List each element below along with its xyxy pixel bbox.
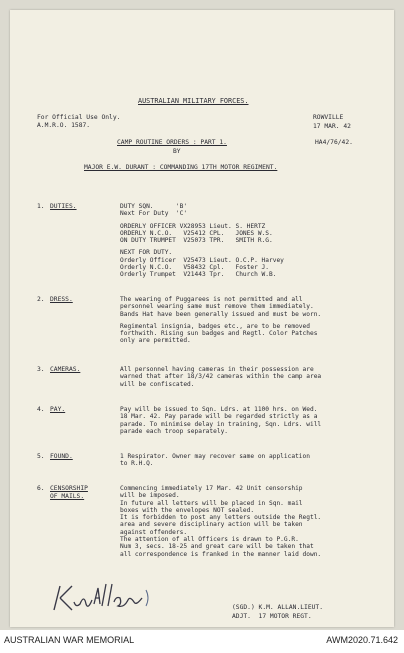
signature-name: (SGD.) K.M. ALLAN.LIEUT. — [232, 604, 323, 611]
official-use-label: For Official Use Only. — [37, 114, 121, 121]
section-line: will be confiscated. — [120, 380, 195, 388]
section-line: personnel wearing same must remove them immediately. — [120, 303, 314, 311]
document-date: 17 MAR. 42 — [313, 123, 351, 130]
section-number: 3. — [37, 366, 45, 373]
amro-reference: A.M.R.O. 1587. — [37, 122, 91, 129]
section-line: only are permitted. — [120, 337, 191, 345]
section-line: all correspondence is franked in the manner laid down. — [120, 550, 322, 558]
section-body — [120, 453, 310, 468]
archive-name: AUSTRALIAN WAR MEMORIAL — [4, 635, 135, 645]
handwritten-signature — [50, 580, 160, 616]
section-body — [120, 296, 321, 345]
section-body — [120, 366, 321, 388]
section-line: The wearing of Puggarees is not permitted and all — [120, 296, 303, 303]
archive-footer — [0, 630, 404, 653]
section-number: 6. — [37, 485, 45, 492]
section-line: Regimental insignia, badges etc., are to be removed — [120, 322, 310, 330]
section-line: It is forbidden to post any letters outside the Regtl. — [120, 514, 322, 522]
signature-title: ADJT. 17 MOTOR REGT. — [232, 613, 312, 620]
section-line: In future all letters will be placed in Sqn. mail — [120, 499, 303, 507]
file-reference: HA4/76/42. — [315, 139, 353, 146]
section-line: ORDERLY OFFICER VX28953 Lieut. S. HERTZ — [120, 222, 266, 230]
section-line: forthwith. Rising sun badges and Regtl. Color Patches — [120, 330, 318, 338]
section-heading: CAMERAS. — [50, 366, 81, 373]
section-line: Orderly N.C.O. V58432 Cpl. Foster J. — [120, 264, 270, 272]
section-body — [120, 203, 284, 279]
document-title: AUSTRALIAN MILITARY FORCES. — [138, 97, 249, 105]
section-heading: FOUND. — [50, 453, 73, 460]
section-line: Pay will be issued to Sqn. Ldrs. at 1100 hrs. on Wed. — [120, 406, 318, 413]
section-line: NEXT FOR DUTY. — [120, 249, 173, 257]
section-line: Orderly Officer V25473 Lieut. O.C.P. Harvey — [120, 256, 284, 264]
orders-title: CAMP ROUTINE ORDERS : PART 1. — [117, 139, 227, 146]
section-line: Num 3, secs. 18-25 and great care will be taken that — [120, 543, 314, 551]
section-line: area and severe disciplinary action will be taken — [120, 521, 303, 529]
section-heading: PAY. — [50, 406, 66, 413]
section-line: ORDERLY N.C.O. V25412 CPL. JONES W.S. — [120, 229, 273, 237]
section-heading: DRESS. — [50, 296, 73, 303]
section-line: ON DUTY TRUMPET V25073 TPR. SMITH R.G. — [120, 237, 273, 245]
section-line: 18 Mar. 42. Pay parade will be regarded strictly as a — [120, 413, 318, 421]
section-line: Orderly Trumpet V21443 Tpr. Church W.B. — [120, 271, 277, 279]
section-line: parade each troop separately. — [120, 427, 229, 435]
section-line: All personnel having cameras in their possession are — [120, 366, 314, 373]
document-page — [10, 10, 394, 627]
section-number: 2. — [37, 296, 45, 303]
section-line: Commencing immediately 17 Mar. 42 Unit censorship — [120, 485, 303, 492]
place-name: ROWVILLE — [313, 114, 344, 121]
section-line: to R.H.Q. — [120, 460, 154, 468]
section-line: against offenders. — [120, 528, 188, 536]
commanding-officer-line: MAJOR E.W. DURANT : COMMANDING 17TH MOTOR REGIMENT. — [84, 164, 278, 171]
section-line: Next For Duty 'C' — [120, 210, 188, 218]
section-body — [120, 485, 321, 558]
section-line: will be imposed. — [120, 492, 180, 500]
section-number: 1. — [37, 203, 45, 210]
section-heading: DUTIES. — [50, 203, 77, 210]
section-line: 1 Respirator. Owner may recover same on application — [120, 453, 310, 460]
archive-accession-number: AWM2020.71.642 — [326, 635, 398, 645]
section-line: boxes with the envelopes NOT sealed. — [120, 506, 255, 514]
section-heading: CENSORSHIP OF MAILS. — [50, 485, 88, 500]
section-number: 4. — [37, 406, 45, 413]
section-line: The attention of all Officers is drawn to P.G.R. — [120, 536, 299, 544]
section-line: DUTY SQN. 'B' — [120, 203, 188, 210]
section-line: warned that after 18/3/42 cameras within the camp area — [120, 373, 322, 381]
section-number: 5. — [37, 453, 45, 460]
section-line: parade. To minimise delay in training, Sqn. Ldrs. will — [120, 420, 322, 428]
section-body — [120, 406, 321, 435]
section-line: Bands Hat have been generally issued and must be worn. — [120, 310, 322, 318]
by-label: BY — [173, 148, 181, 155]
